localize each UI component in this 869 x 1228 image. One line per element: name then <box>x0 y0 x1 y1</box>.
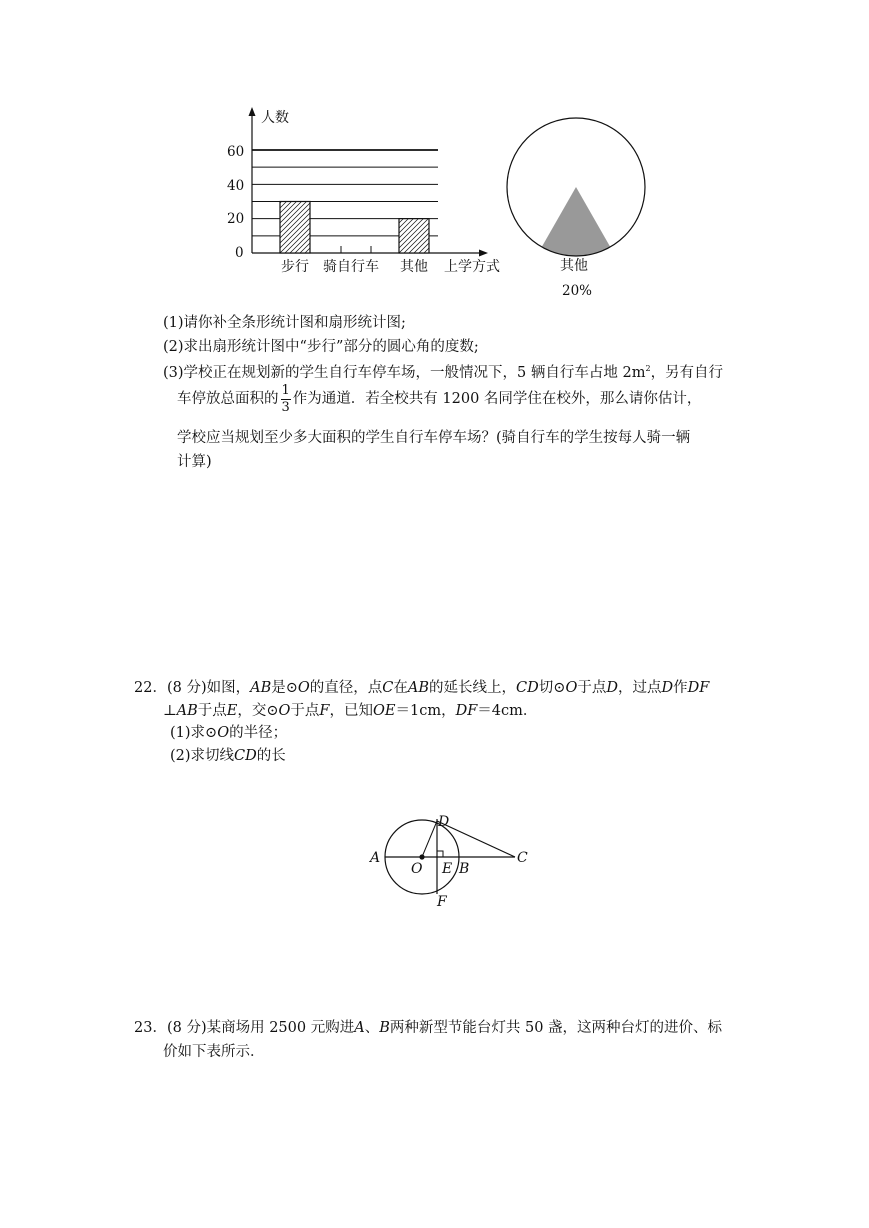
q21-sub3-line3: 学校应当规划至少多大面积的学生自行车停车场？(骑自行车的学生按每人骑一辆 <box>177 430 691 446</box>
y-axis-arrow <box>249 107 256 116</box>
q22-line2: ⊥AB于点E，交⊙O于点F，已知OE＝1cm，DF＝4cm． <box>163 703 538 719</box>
bar-0 <box>220 202 387 254</box>
x-label-bike: 骑自行车 <box>323 259 379 275</box>
pie-label-other: 其他 <box>560 258 588 274</box>
q21-sub2: (2)求出扇形统计图中“步行”部分的圆心角的度数; <box>163 339 479 355</box>
x-label-other: 其他 <box>400 259 428 275</box>
q22-line1: 22．(8 分)如图，AB是⊙O的直径，点C在AB的延长线上，CD切⊙O于点D，过点D作DF <box>134 680 710 696</box>
q22-sub2: (2)求切线CD的长 <box>170 748 286 764</box>
pie-percent-other: 20% <box>562 283 593 299</box>
bar-chart <box>215 105 515 280</box>
y-axis-label: 人数 <box>261 110 289 126</box>
label-b: B <box>459 861 470 877</box>
label-f: F <box>437 894 447 910</box>
radius-od <box>422 821 437 857</box>
label-d: D <box>438 814 450 830</box>
fraction-one-third: $\frac{1}{3}$ <box>281 382 290 415</box>
bars <box>220 202 488 254</box>
label-e: E <box>442 861 453 877</box>
x-axis-arrow <box>479 250 488 257</box>
q23-line1: 23．(8 分)某商场用 2500 元购进A、B两种新型节能台灯共 50 盏，这两种台灯的进价、标 <box>134 1020 723 1036</box>
x-axis-label: 上学方式 <box>444 259 500 275</box>
pie-chart <box>500 110 660 305</box>
right-angle-mark <box>437 851 443 857</box>
q23-line2: 价如下表所示． <box>163 1044 265 1060</box>
center-point <box>419 854 424 859</box>
label-a: A <box>370 850 381 866</box>
x-label-walk: 步行 <box>281 259 309 275</box>
y-tick-20: 20 <box>227 211 245 227</box>
label-o: O <box>411 861 423 877</box>
q22-sub1: (1)求⊙O的半径； <box>170 725 288 741</box>
geometry-figure <box>360 810 540 915</box>
y-tick-40: 40 <box>227 178 245 194</box>
label-c: C <box>517 850 528 866</box>
q21-sub3-line1: (3)学校正在规划新的学生自行车停车场，一般情况下，5 辆自行车占地 $2m^2$，另有自行 <box>163 364 724 381</box>
q21-sub3-line2: 车停放总面积的 $\frac{1}{3}$ 作为通道．若全校共有 1200 名同学住在校外，那么请你估计， <box>177 382 702 415</box>
y-tick-0: 0 <box>235 245 244 261</box>
q21-sub1: (1)请你补全条形统计图和扇形统计图; <box>163 315 406 331</box>
y-tick-60: 60 <box>227 144 245 160</box>
q21-sub3-line4: 计算) <box>177 454 212 470</box>
